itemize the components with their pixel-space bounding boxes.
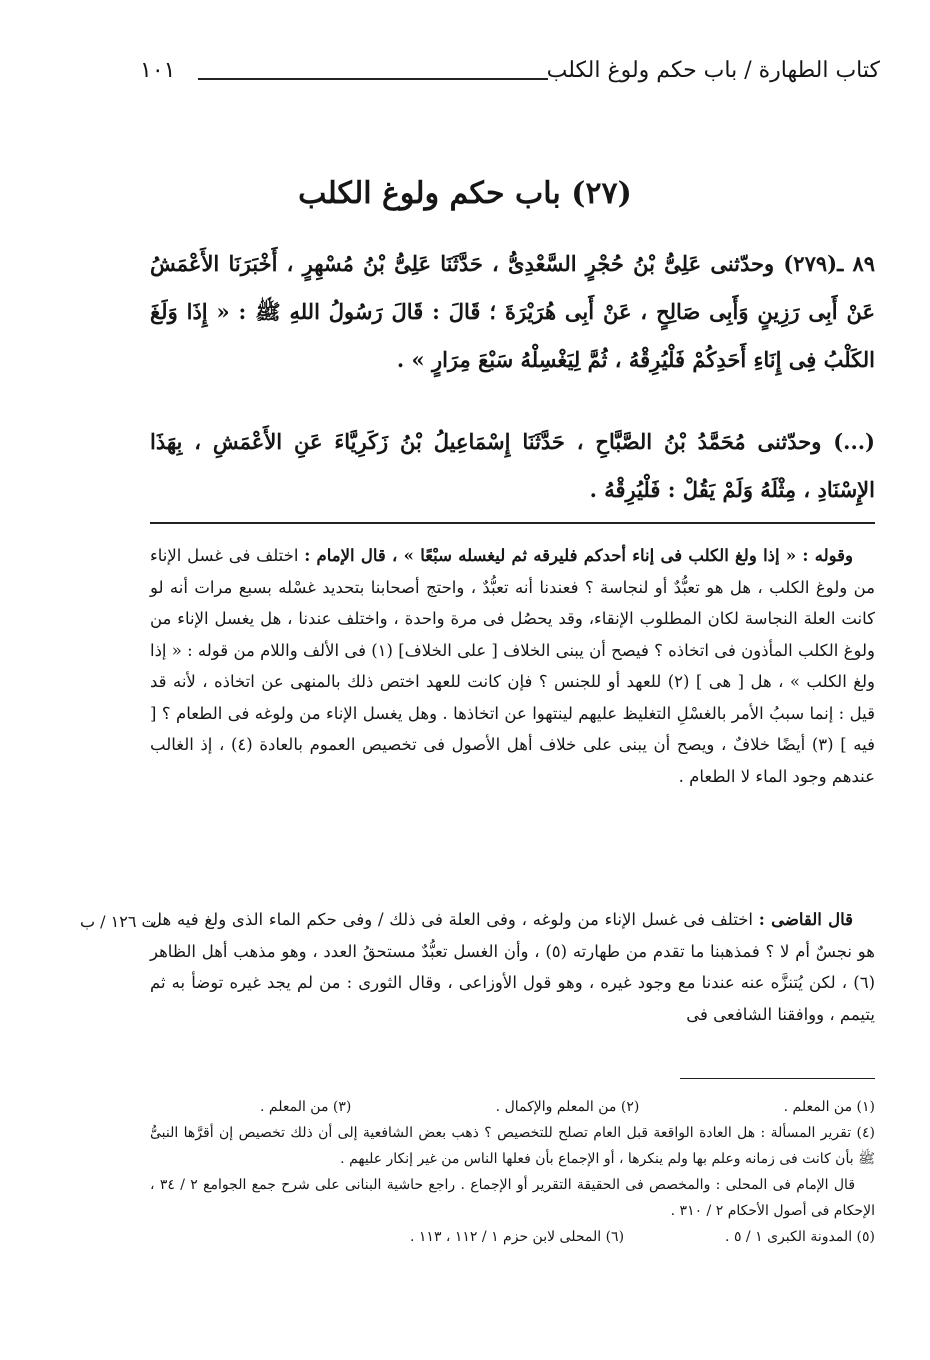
manuscript-folio-note: ت ١٢٦ / ب	[80, 912, 157, 931]
footnote-row	[150, 1224, 875, 1250]
footnote-3: (٣) من المعلم .	[260, 1099, 352, 1115]
running-title: كتاب الطهارة / باب حكم ولوغ الكلب	[546, 58, 880, 83]
hadith-text-1: ٨٩ ـ(٢٧٩) وحدّثنى عَلِىُّ بْنُ حُجْرٍ السَّعْدِىُّ ، حَدَّثَنَا عَلِىُّ بْنُ مُسْهِرٍ ، أَخْبَرَنَا الأَعْمَشُ عَنْ أَبِى رَزِينٍ وَأَبِى صَالِحٍ ، عَنْ أَبِى هُرَيْرَةَ ؛ قَالَ : قَالَ رَسُولُ اللهِ ﷺ : « إِذَا وَلَغَ الكَلْبُ فِى إِنَاءِ أَحَدِكُمْ فَلْيُرِقْهُ ، ثُمَّ لِيَغْسِلْهُ سَبْعَ مِرَارٍ » .	[150, 251, 875, 372]
commentary-imam-lead: وقوله : « إذا ولغ الكلب فى إناء أحدكم فليرقه ثم ليغسله سبْعًا » ، قال الإمام :	[304, 546, 854, 565]
footnote-2: (٢) من المعلم والإكمال .	[495, 1099, 640, 1115]
page-header	[140, 58, 880, 92]
commentary-imam-text: اختلف فى غسل الإناء من ولوغ الكلب ، هل هو تعبُّدٌ أو لنجاسة ؟ فعندنا أنه تعبُّدٌ ، واحتج أصحابنا بتحديد غسْله بسبع مرات أنه لو كانت العلة النجاسة لكان المطلوب الإنقاء، وقد يحصُل فى مرة واحدة ، واختلف عندنا ، هل يغسل الإناء من ولوغ الكلب المأذون فى اتخاذه ؟ فيصح أن يبنى الخلاف [ على الخلاف] (١) فى الألف واللام من قوله : « إذا ولغ الكلب » ، هل [ هى ] (٢) للعهد أو للجنس ؟ فإن كانت للعهد اختص ذلك بالمنهى عن اتخاذه ، لأنه قد قيل : إنما سببُ الأمر بالغسْلِ التغليظ عليهم لينتهوا عن اتخاذها . وهل يغسل الإناء من ولوغه فى الطعام ؟ [ فيه ] (٣) أيضًا خلافٌ ، ويصح أن يبنى على خلاف أهل الأصول فى تخصيص العموم بالعادة (٤) ، إذ الغالب عندهم وجود الماء لا الطعام .	[150, 546, 875, 786]
header-rule	[198, 78, 548, 80]
footnote-divider	[680, 1078, 875, 1079]
hadith-text-2: (...) وحدّثنى مُحَمَّدُ بْنُ الصَّبَّاحِ ، حَدَّثَنَا إِسْمَاعِيلُ بْنُ زَكَرِيَّاءَ عَنِ الأَعْمَشِ ، بِهَذَا الإِسْنَادِ ، مِثْلَهُ وَلَمْ يَقُلْ : فَلْيُرِقْهُ .	[150, 429, 875, 502]
commentary-qadi	[150, 904, 875, 1030]
footnotes	[150, 1094, 875, 1250]
commentary-qadi-lead: قال القاضى :	[758, 910, 854, 929]
commentary-imam	[150, 540, 875, 792]
commentary-qadi-text: اختلف فى غسل الإناء من ولوغه ، وفى العلة فى ذلك / وفى حكم الماء الذى ولغ فيه هل هو نجسٌ أم لا ؟ فمذهبنا ما تقدم من طهارته (٥) ، وأن الغسل تعبُّدٌ مستحقُ العدد ، وهو مذهب أهل الظاهر (٦) ، لكن يُتنزَّه عنه عندنا مع وجود غيره ، وهو قول الأوزاعى ، وقال الثورى : من لم يجد غيره توضأ به ثم يتيمم ، ووافقنا الشافعى فى	[150, 910, 875, 1024]
footnote-row	[150, 1094, 875, 1120]
footnote-1: (١) من المعلم .	[783, 1099, 875, 1115]
page-number: ١٠١	[140, 58, 176, 83]
footnote-4: (٤) تقرير المسألة : هل العادة الواقعة قبل العام تصلح للتخصيص ؟ ذهب بعض الشافعية إلى أن ذلك تخصيص إن أقرَّها النبىُّ ﷺ بأن كانت فى زمانه وعلم بها ولم ينكرها ، أو الإجماع بأن فعلها الناس من غير إنكار عليهم .	[150, 1125, 875, 1167]
section-divider	[150, 522, 875, 524]
footnote-6: (٦) المحلى لابن حزم ١ / ١١٢ ، ١١٣ .	[410, 1229, 625, 1245]
chapter-title: (٢٧) باب حكم ولوغ الكلب	[298, 176, 632, 211]
footnote-4-continued: قال الإمام فى المحلى : والمخصص فى الحقيقة التقرير أو الإجماع . راجع حاشية البنانى على شرح جمع الجوامع ٢ / ٣٤ ، الإحكام فى أصول الأحكام ٢ / ٣١٠ .	[150, 1177, 875, 1219]
footnote-5: (٥) المدونة الكبرى ١ / ٥ .	[725, 1229, 875, 1245]
